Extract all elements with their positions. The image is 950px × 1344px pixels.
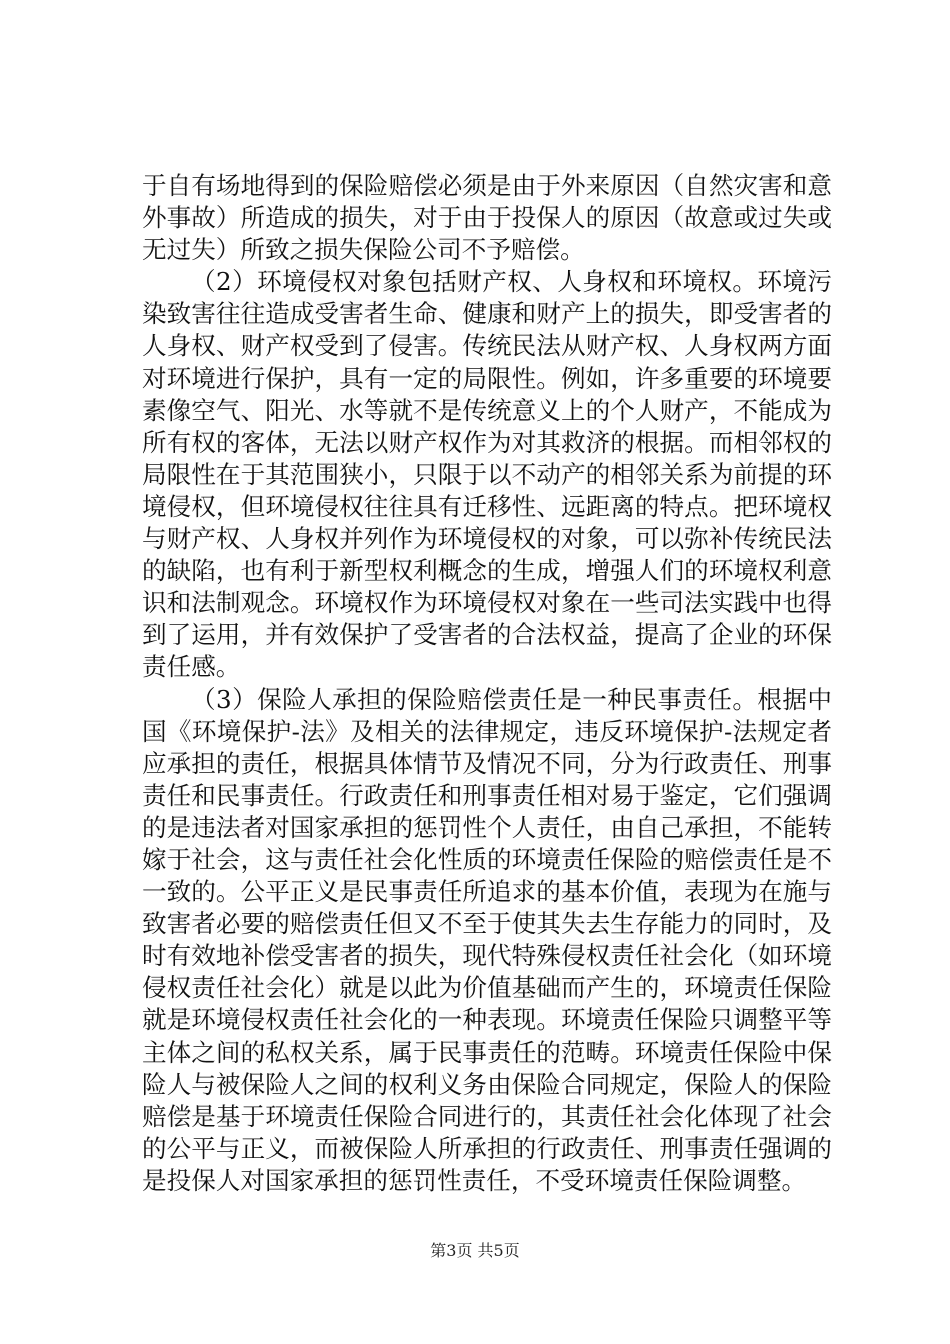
paragraph-environmental-infringement-objects: （2）环境侵权对象包括财产权、人身权和环境权。环境污染致害往往造成受害者生命、健康和财产上的损失，即受害者的人身权、财产权受到了侵害。传统民法从财产权、人身权两方面对环境进行保护，具有一定的局限性。例如，许多重要的环境要素像空气、阳光、水等就不是传统意义上的个人财产，不能成为所有权的客体，无法以财产权作为对其救济的根据。而相邻权的局限性在于其范围狭小，只限于以不动产的相邻关系为前提的环境侵权，但环境侵权往往具有迁移性、远距离的特点。把环境权与财产权、人身权并列作为环境侵权的对象，可以弥补传统民法的缺陷，也有利于新型权利概念的生成，增强人们的环境权利意识和法制观念。环境权作为环境侵权对象在一些司法实践中也得到了运用，并有效保护了受害者的合法权益，提高了企业的环保责任感。 xyxy=(142,267,832,682)
document-body xyxy=(142,170,832,1197)
paragraph-continuation: 于自有场地得到的保险赔偿必须是由于外来原因（自然灾害和意外事故）所造成的损失，对于由于投保人的原因（故意或过失或无过失）所致之损失保险公司不予赔偿。 xyxy=(142,171,832,265)
page-number-footer: 第3页 共5页 xyxy=(430,1241,520,1260)
paragraph-civil-liability: （3）保险人承担的保险赔偿责任是一种民事责任。根据中国《环境保护-法》及相关的法律规定，违反环境保护-法规定者应承担的责任，根据具体情节及情况不同，分为行政责任、刑事责任和民事责任。行政责任和刑事责任相对易于鉴定，它们强调的是违法者对国家承担的惩罚性个人责任，由自己承担，不能转嫁于社会，这与责任社会化性质的环境责任保险的赔偿责任是不一致的。公平正义是民事责任所追求的基本价值，表现为在施与致害者必要的赔偿责任但又不至于使其失去生存能力的同时，及时有效地补偿受害者的损失，现代特殊侵权责任社会化（如环境侵权责任社会化）就是以此为价值基础而产生的，环境责任保险就是环境侵权责任社会化的一种表现。环境责任保险只调整平等主体之间的私权关系，属于民事责任的范畴。环境责任保险中保险人与被保险人之间的权利义务由保险合同规定，保险人的保险赔偿是基于环境责任保险合同进行的，其责任社会化体现了社会的公平与正义，而被保险人所承担的行政责任、刑事责任强调的是投保人对国家承担的惩罚性责任，不受环境责任保险调整。 xyxy=(142,684,832,1195)
